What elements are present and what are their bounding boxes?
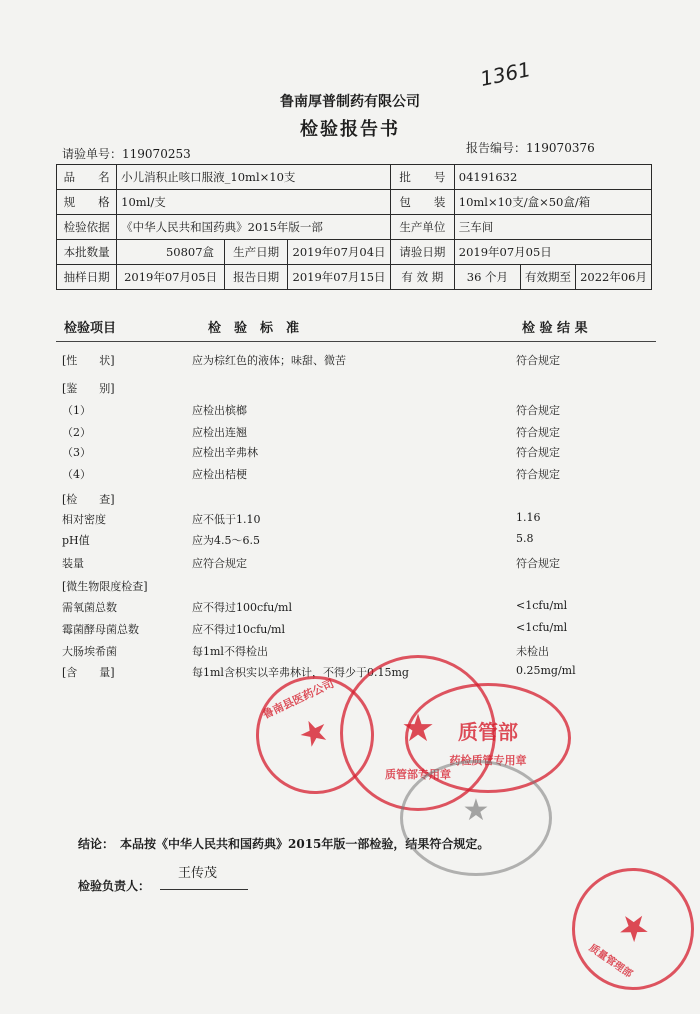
info-table (56, 164, 652, 290)
row-standard: 应检出桔梗 (192, 468, 247, 481)
row-item: （3） (62, 446, 91, 459)
table-row (0, 402, 700, 422)
row-standard: 应检出辛弗林 (192, 446, 258, 459)
row-item: [微生物限度检查] (62, 580, 148, 593)
row-item: 大肠埃希菌 (62, 645, 117, 658)
sample-date-value: 2019年07月05日 (117, 265, 225, 290)
report-title: 检验报告书 (300, 119, 400, 140)
row-standard: 每1ml不得检出 (192, 645, 268, 658)
expiry-value: 2022年06月 (576, 265, 652, 290)
row-item: [检 查] (62, 493, 115, 506)
row-item: [含 量] (62, 666, 115, 679)
quantity-value: 50807盒 (117, 240, 225, 265)
spec-value: 10ml/支 (117, 190, 391, 215)
row-result: 1.16 (516, 511, 541, 524)
row-standard: 应检出连翘 (192, 426, 247, 439)
production-date-label: 生产日期 (225, 240, 288, 265)
production-date-value: 2019年07月04日 (288, 240, 391, 265)
row-standard: 应为4.5～6.5 (192, 534, 260, 547)
row-result: <1cfu/ml (516, 621, 568, 634)
star-icon: ★ (400, 706, 436, 750)
row-item: 相对密度 (62, 513, 106, 526)
table-row (0, 444, 700, 464)
table-row (0, 643, 700, 663)
row-result: 符合规定 (516, 446, 560, 459)
report-date-value: 2019年07月15日 (288, 265, 391, 290)
row-standard: 每1ml含枳实以辛弗林计，不得少于0.15mg (192, 666, 409, 679)
header-item: 检验项目 (64, 321, 117, 336)
row-item: （1） (62, 404, 91, 417)
unit-value: 三车间 (454, 215, 651, 240)
row-item: pH值 (62, 534, 90, 547)
row-standard: 应检出槟榔 (192, 404, 247, 417)
table-row (0, 511, 700, 531)
table-row (0, 621, 700, 641)
star-icon: ★ (462, 793, 490, 828)
table-row (0, 466, 700, 486)
basis-value: 《中华人民共和国药典》2015年版一部 (117, 215, 391, 240)
company-name: 鲁南厚普制药有限公司 (280, 94, 420, 110)
table-row (0, 352, 700, 372)
header-divider (56, 341, 656, 342)
stamp-gray (400, 760, 552, 876)
expiry-label: 有效期至 (521, 265, 576, 290)
table-row (0, 578, 700, 598)
request-date-label: 请验日期 (390, 240, 454, 265)
table-row (0, 532, 700, 552)
stamp-dept: ★ 质管部专用章 (340, 655, 496, 811)
table-row (0, 380, 700, 400)
basis-label: 检验依据 (57, 215, 117, 240)
header-result: 检 验 结 果 (522, 321, 588, 336)
row-standard: 应符合规定 (192, 557, 247, 570)
row-result: 0.25mg/ml (516, 664, 576, 677)
batch-value: 04191632 (454, 165, 651, 190)
row-standard: 应不低于1.10 (192, 513, 261, 526)
unit-label: 生产单位 (390, 215, 454, 240)
product-value: 小儿消积止咳口服液_10ml×10支 (117, 165, 391, 190)
package-value: 10ml×10支/盒×50盒/箱 (454, 190, 651, 215)
conclusion: 结论： 本品按《中华人民共和国药典》2015年版一部检验，结果符合规定。 (78, 837, 490, 851)
row-item: 装量 (62, 557, 84, 570)
row-item: [性 状] (62, 354, 115, 367)
table-row (0, 491, 700, 511)
row-item: [鉴 别] (62, 382, 115, 395)
stamp-middle: 质管部 药检质管专用章 (405, 683, 571, 793)
row-result: <1cfu/ml (516, 599, 568, 612)
handwritten-number: 1361 (478, 56, 533, 92)
row-standard: 应不得过100cfu/ml (192, 601, 292, 614)
star-icon: ★ (291, 708, 337, 758)
star-icon: ★ (608, 901, 659, 954)
row-result: 未检出 (516, 645, 549, 658)
report-date-label: 报告日期 (225, 265, 288, 290)
row-standard: 应为棕红色的液体；味甜、微苦 (192, 354, 346, 367)
row-result: 符合规定 (516, 426, 560, 439)
stamp-bottom-right: ★ 质量管理部 (548, 844, 700, 1014)
row-item: （2） (62, 426, 91, 439)
product-label: 品 名 (57, 165, 117, 190)
sample-date-label: 抽样日期 (57, 265, 117, 290)
signer-name: 王传茂 (178, 866, 218, 881)
validity-value: 36 个月 (454, 265, 520, 290)
table-row (0, 424, 700, 444)
report-number: 报告编号：119070376 (466, 141, 595, 155)
request-number: 请验单号：119070253 (62, 147, 191, 161)
row-result: 符合规定 (516, 354, 560, 367)
row-item: （4） (62, 468, 91, 481)
stamp-left: 鲁南县医药公司 ★ (237, 657, 394, 814)
request-date-value: 2019年07月05日 (454, 240, 651, 265)
signer-label: 检验负责人： (78, 879, 151, 893)
row-result: 5.8 (516, 532, 534, 545)
signature-line (160, 889, 248, 890)
table-row (0, 555, 700, 575)
row-result: 符合规定 (516, 557, 560, 570)
package-label: 包 装 (390, 190, 454, 215)
table-row (0, 599, 700, 619)
row-item: 需氧菌总数 (62, 601, 117, 614)
row-result: 符合规定 (516, 468, 560, 481)
row-result: 符合规定 (516, 404, 560, 417)
row-item: 霉菌酵母菌总数 (62, 623, 139, 636)
quantity-label: 本批数量 (57, 240, 117, 265)
batch-label: 批 号 (390, 165, 454, 190)
validity-label: 有 效 期 (390, 265, 454, 290)
row-standard: 应不得过10cfu/ml (192, 623, 285, 636)
header-standard: 检 验 标 准 (208, 321, 300, 336)
spec-label: 规 格 (57, 190, 117, 215)
